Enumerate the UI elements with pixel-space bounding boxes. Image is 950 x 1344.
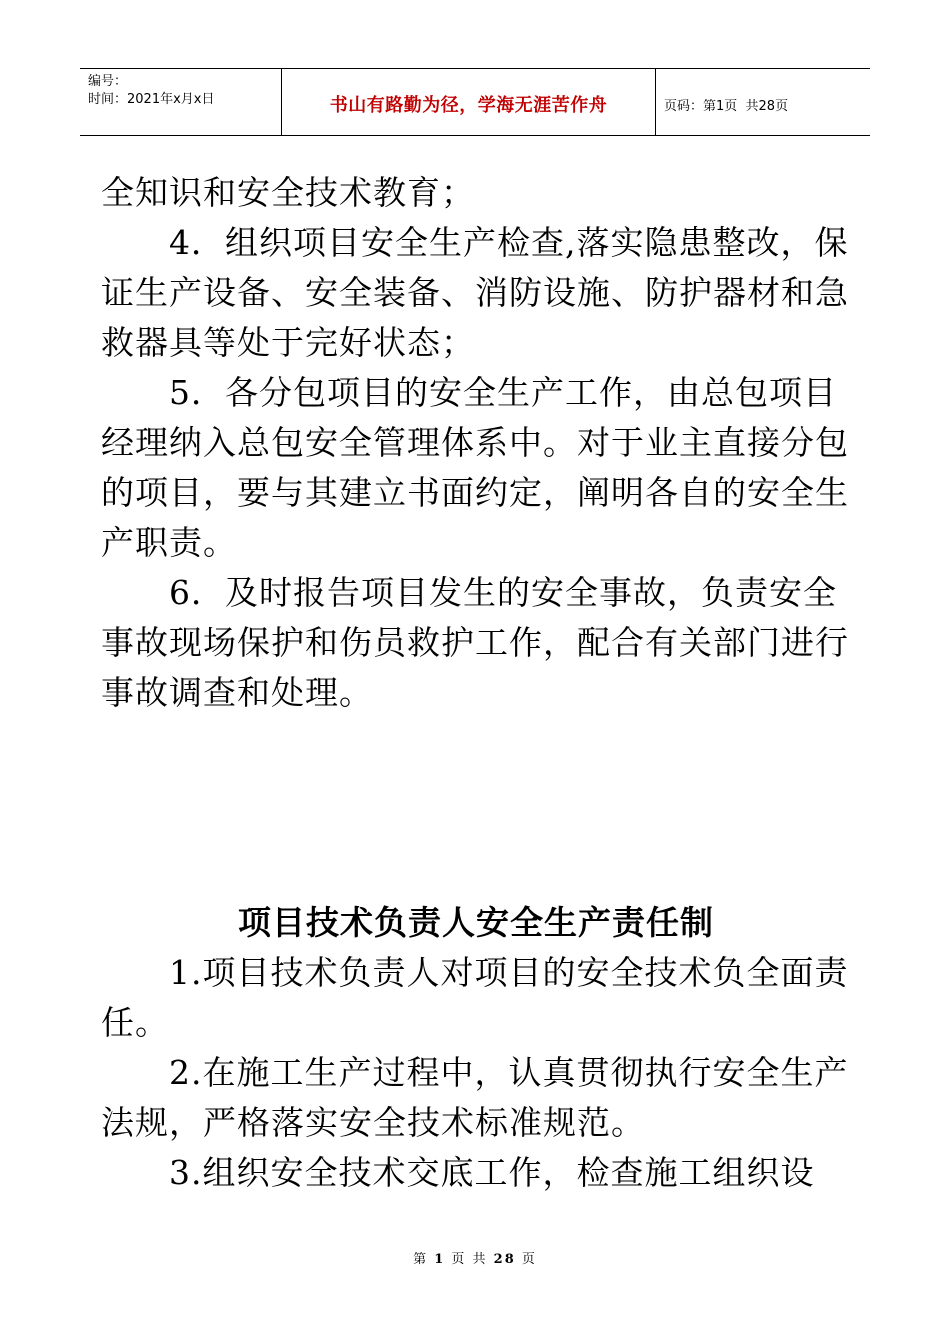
section-heading: 项目技术负责人安全生产责任制 [238,903,714,942]
paragraph-tech-2: 2.在施工生产过程中，认真贯彻执行安全生产法规，严格落实安全技术标准规范。 [101,1053,849,1142]
section-spacer [101,718,851,898]
footer-middle: 页 共 [445,1252,494,1267]
header-page-info: 页码：第1页 共28页 [664,98,789,114]
paragraph-item-4: 4．组织项目安全生产检查,落实隐患整改，保证生产设备、安全装备、消防设施、防护器材和急救器具等处于完好状态； [101,223,849,362]
paragraph-tech-3: 3.组织安全技术交底工作，检查施工组织设 [169,1153,815,1192]
document-body [101,168,851,1198]
footer-suffix: 页 [515,1252,537,1267]
header-motto: 书山有路勤为径，学海无涯苦作舟 [329,95,608,116]
header-motto-cell [282,69,656,135]
paragraph-continuation: 全知识和安全技术教育； [101,173,475,212]
page-header [80,68,870,136]
page-footer [0,1248,950,1267]
paragraph-tech-1: 1.项目技术负责人对项目的安全技术负全面责任。 [101,953,849,1042]
header-page-cell [656,69,870,135]
document-number-label: 编号： [88,74,128,89]
paragraph-item-5: 5．各分包项目的安全生产工作，由总包项目经理纳入总包安全管理体系中。对于业主直接分包的项目，要与其建立书面约定，阐明各自的安全生产职责。 [101,373,849,562]
footer-prefix: 第 [413,1252,435,1267]
paragraph-item-6: 6．及时报告项目发生的安全事故，负责安全事故现场保护和伤员救护工作，配合有关部门进行事故调查和处理。 [101,573,849,712]
footer-page-number: 1 [434,1252,446,1267]
document-date: 时间：2021年x月x日 [88,92,215,107]
header-meta-cell [80,69,282,135]
footer-total-pages: 28 [493,1252,516,1267]
